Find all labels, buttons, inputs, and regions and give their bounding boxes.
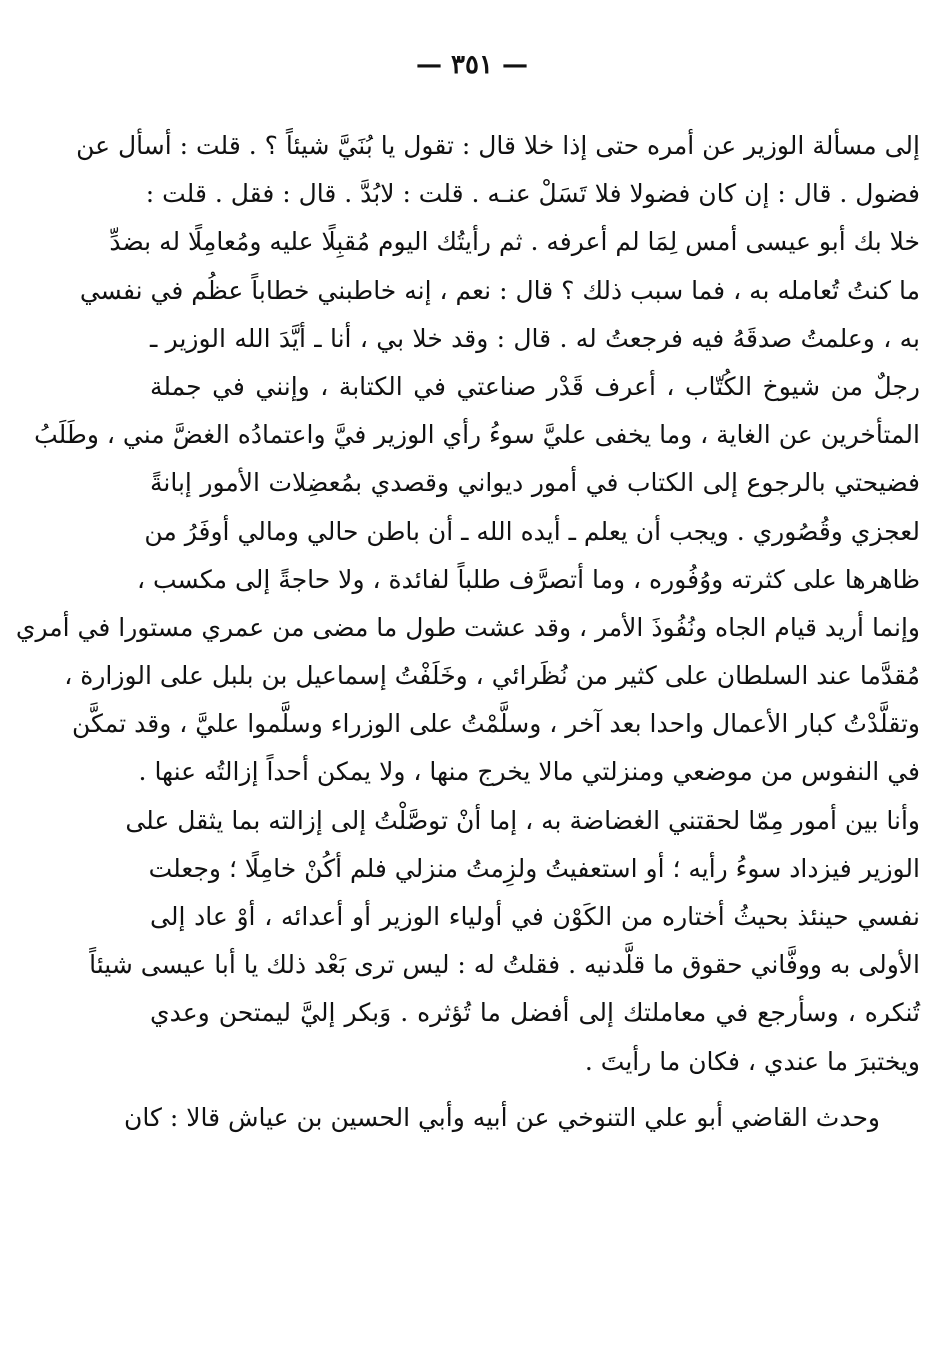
text-line: وأنا بين أمور مِمّا لحقتني الغضاضة به ، إما أنْ توصَّلْتُ إلى إزالته بما يثقل على	[125, 805, 920, 835]
text-line: المتأخرين عن الغاية ، وما يخفى عليَّ سوءُ رأي الوزير فيَّ واعتمادُه الغضَّ مني ، وطَلَبُ	[34, 420, 920, 450]
text-line: في النفوس من موضعي ومنزلتي مالا يخرج منها ، ولا يمكن أحداً إزالتُه عنها .	[138, 757, 920, 787]
text-line: إلى مسألة الوزير عن أمره حتى إذا خلا قال : تقول يا بُنَيَّ شيئاً ؟ . قلت : أسأل عن	[76, 131, 920, 160]
text-line: فضيحتي بالرجوع إلى الكتاب في أمور ديواني وقصدي بمُعضِلات الأمور إبانةً	[150, 468, 920, 498]
text-line: الأولى به ووفَّاني حقوق ما قلَّدنيه . فقلتُ له : ليس ترى بَعْد ذلك يا أبا عيسى شيئاً	[89, 950, 920, 980]
text-line: الوزير فيزداد سوءُ رأيه ؛ أو استعفيتُ ولزِمتُ منزلي فلم أكُنْ خامِلًا ؛ وجعلت	[148, 853, 920, 883]
text-line: خلا بك أبو عيسى أمس لِمَا لم أعرفه . ثم رأيتُك اليوم مُقبِلًا عليه ومُعامِلًا له بضدِّ	[109, 227, 920, 257]
text-line: لعجزي وقُصُوري . ويجب أن يعلم ـ أيده الله ـ أن باطن حالي ومالي أوفَرُ من	[144, 516, 920, 546]
text-line: رجلٌ من شيوخ الكُتّاب ، أعرف قَدْر صناعتي في الكتابة ، وإنني في جملة	[150, 371, 920, 401]
text-line: ما كنتُ تُعامله به ، فما سبب ذلك ؟ قال : نعم ، إنه خاطبني خطاباً عظُم في نفسي	[79, 275, 920, 305]
text-line: نفسي حينئذ بحيثُ أختاره من الكَوْن في أولياء الوزير أو أعدائه ، أوْ عاد إلى	[150, 902, 920, 931]
text-line: ويختبرَ ما عندي ، فكان ما رأيتَ .	[584, 1046, 920, 1076]
text-line: به ، وعلمتُ صدقَهُ فيه فرجعتُ له . قال : وقد خلا بي ، أنا ـ أيَّدَ الله الوزير ـ	[150, 323, 920, 353]
paragraph-start-line: وحدث القاضي أبو علي التنوخي عن أبيه وأبي الحسين بن عياش قالا : كان	[124, 1102, 880, 1132]
text-line: فضول . قال : إن كان فضولا فلا تَسَلْ عنـه . قلت : لابُدَّ . قال : فقل . قلت :	[145, 179, 920, 209]
body-text	[15, 122, 920, 1142]
text-line: وإنما أريد قيام الجاه ونُفُوذَ الأمر ، وقد عشت طول ما مضى من عمري مستورا في أمري	[15, 612, 920, 642]
text-line: تُنكره ، وسأرجع في معاملتك إلى أفضل ما تُؤثره . وَبكر إليَّ ليمتحن وعدي	[150, 998, 920, 1028]
text-line: وتقلَّدْتُ كبار الأعمال واحدا بعد آخر ، وسلَّمْتُ على الوزراء وسلَّموا عليَّ ، وقد تمكَّن	[71, 709, 920, 739]
text-line: مُقدَّما عند السلطان على كثير من نُظَرائي ، وخَلَفْتُ إسماعيل بن بلبل على الوزارة ،	[64, 661, 920, 691]
text-line: ظاهرها على كثرته ووُفُوره ، وما أتصرَّف طلباً لفائدة ، ولا حاجةً إلى مكسب ،	[136, 564, 920, 594]
page-number: — ٣٥١ —	[415, 50, 529, 80]
